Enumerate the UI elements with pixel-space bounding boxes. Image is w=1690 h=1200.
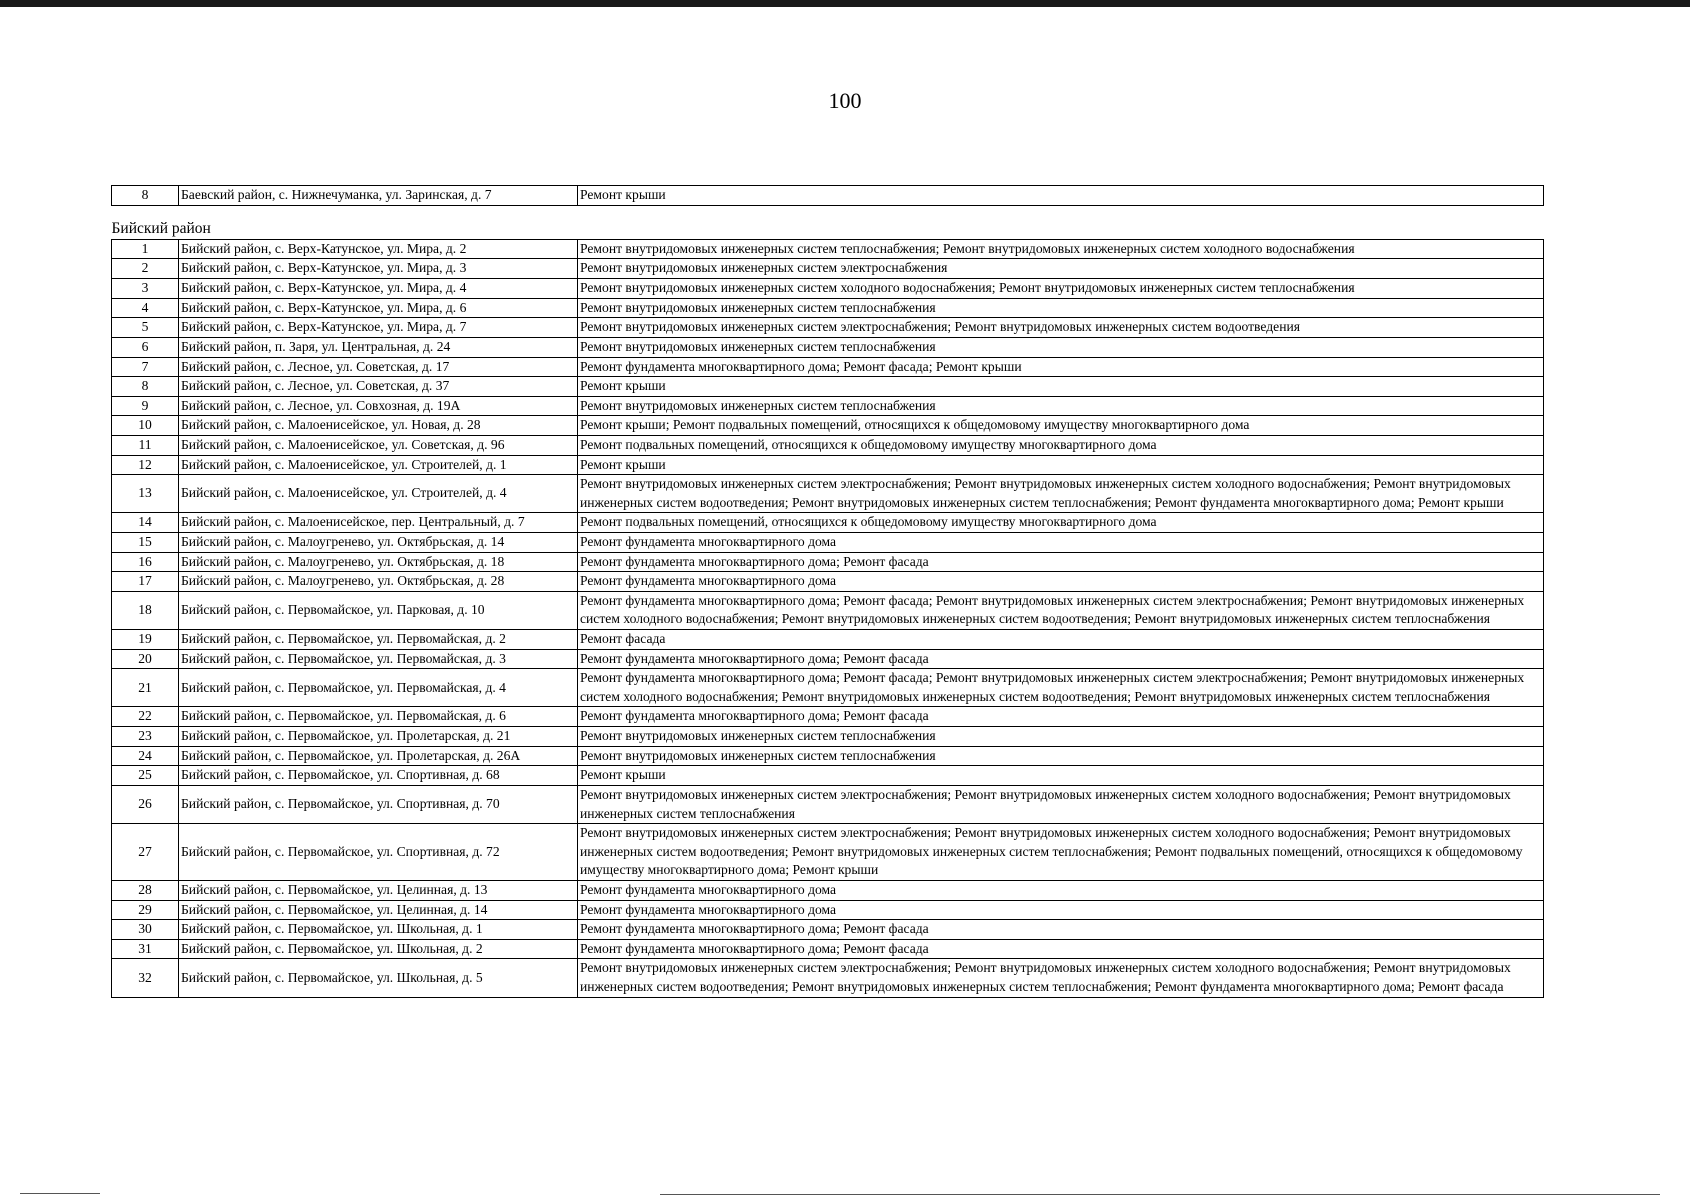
table-row: [112, 572, 1544, 592]
table-row: [112, 396, 1544, 416]
row-number: 28: [112, 880, 179, 900]
table-row: [112, 318, 1544, 338]
row-address: Бийский район, с. Верх-Катунское, ул. Мира, д. 6: [179, 298, 578, 318]
row-works: Ремонт внутридомовых инженерных систем электроснабжения; Ремонт внутридомовых инженерных систем холодного водоснабжения; Ремонт внутридомовых инженерных систем теплоснабжения: [578, 785, 1544, 823]
table-row: [112, 475, 1544, 513]
row-works: Ремонт крыши: [578, 766, 1544, 786]
row-number: 25: [112, 766, 179, 786]
row-address: Бийский район, п. Заря, ул. Центральная, д. 24: [179, 337, 578, 357]
row-works: Ремонт фундамента многоквартирного дома; Ремонт фасада; Ремонт крыши: [578, 357, 1544, 377]
row-number: 22: [112, 707, 179, 727]
table-row: [112, 920, 1544, 940]
table-row: [112, 707, 1544, 727]
row-works: Ремонт фундамента многоквартирного дома: [578, 572, 1544, 592]
row-address: Бийский район, с. Первомайское, ул. Первомайская, д. 2: [179, 630, 578, 650]
row-address: Бийский район, с. Верх-Катунское, ул. Мира, д. 7: [179, 318, 578, 338]
row-address: Бийский район, с. Малоугренево, ул. Октябрьская, д. 28: [179, 572, 578, 592]
row-works: Ремонт фундамента многоквартирного дома; Ремонт фасада; Ремонт внутридомовых инженерных систем электроснабжения; Ремонт внутридомовых инженерных систем холодного водоснабжения; Ремонт внутридомовых инженерных систем водоотведения; Ремонт внутридомовых инженерных систем теплоснабжения: [578, 591, 1544, 629]
row-works: Ремонт фундамента многоквартирного дома; Ремонт фасада: [578, 939, 1544, 959]
row-works: Ремонт подвальных помещений, относящихся к общедомовому имуществу многоквартирного дома: [578, 435, 1544, 455]
table-row: [112, 532, 1544, 552]
row-address: Бийский район, с. Первомайское, ул. Парковая, д. 10: [179, 591, 578, 629]
row-number: 5: [112, 318, 179, 338]
row-works: Ремонт фундамента многоквартирного дома: [578, 532, 1544, 552]
row-number: 2: [112, 259, 179, 279]
row-address: Бийский район, с. Малоенисейское, ул. Новая, д. 28: [179, 416, 578, 436]
section-header-row: [112, 205, 1544, 239]
row-works: Ремонт крыши: [578, 186, 1544, 206]
row-works: Ремонт фундамента многоквартирного дома: [578, 880, 1544, 900]
row-works: Ремонт внутридомовых инженерных систем электроснабжения; Ремонт внутридомовых инженерных систем холодного водоснабжения; Ремонт внутридомовых инженерных систем водоотведения; Ремонт внутридомовых инженерных систем теплоснабжения; Ремонт фундамента многоквартирного дома; Ремонт крыши: [578, 475, 1544, 513]
row-address: Бийский район, с. Малоенисейское, пер. Центральный, д. 7: [179, 513, 578, 533]
table-row: [112, 337, 1544, 357]
row-number: 11: [112, 435, 179, 455]
row-number: 32: [112, 959, 179, 997]
row-number: 26: [112, 785, 179, 823]
row-address: Бийский район, с. Малоугренево, ул. Октябрьская, д. 18: [179, 552, 578, 572]
table-row: [112, 939, 1544, 959]
table-body: [112, 186, 1544, 998]
row-works: Ремонт внутридомовых инженерных систем теплоснабжения; Ремонт внутридомовых инженерных систем холодного водоснабжения: [578, 239, 1544, 259]
row-number: 31: [112, 939, 179, 959]
row-address: Бийский район, с. Первомайское, ул. Пролетарская, д. 21: [179, 727, 578, 747]
row-number: 6: [112, 337, 179, 357]
row-address: Бийский район, с. Первомайское, ул. Спортивная, д. 70: [179, 785, 578, 823]
row-works: Ремонт внутридомовых инженерных систем электроснабжения; Ремонт внутридомовых инженерных систем водоотведения: [578, 318, 1544, 338]
row-number: 1: [112, 239, 179, 259]
row-address: Баевский район, с. Нижнечуманка, ул. Заринская, д. 7: [179, 186, 578, 206]
row-address: Бийский район, с. Лесное, ул. Советская, д. 37: [179, 377, 578, 397]
row-works: Ремонт фундамента многоквартирного дома; Ремонт фасада: [578, 920, 1544, 940]
table-row: [112, 727, 1544, 747]
table-row: [112, 591, 1544, 629]
row-number: 13: [112, 475, 179, 513]
table-row: [112, 186, 1544, 206]
row-number: 10: [112, 416, 179, 436]
row-address: Бийский район, с. Первомайское, ул. Спортивная, д. 72: [179, 824, 578, 881]
row-number: 3: [112, 279, 179, 299]
row-number: 8: [112, 186, 179, 206]
row-works: Ремонт фасада: [578, 630, 1544, 650]
row-number: 18: [112, 591, 179, 629]
table-row: [112, 649, 1544, 669]
row-works: Ремонт крыши; Ремонт подвальных помещений, относящихся к общедомовому имуществу многоквартирного дома: [578, 416, 1544, 436]
table-row: [112, 298, 1544, 318]
table-row: [112, 880, 1544, 900]
table-row: [112, 259, 1544, 279]
row-works: Ремонт подвальных помещений, относящихся к общедомовому имуществу многоквартирного дома: [578, 513, 1544, 533]
row-works: Ремонт внутридомовых инженерных систем теплоснабжения: [578, 396, 1544, 416]
row-address: Бийский район, с. Верх-Катунское, ул. Мира, д. 2: [179, 239, 578, 259]
row-number: 16: [112, 552, 179, 572]
row-number: 30: [112, 920, 179, 940]
row-works: Ремонт внутридомовых инженерных систем теплоснабжения: [578, 298, 1544, 318]
table-row: [112, 669, 1544, 707]
row-number: 8: [112, 377, 179, 397]
scan-mark-right: [660, 1194, 1660, 1195]
table-row: [112, 900, 1544, 920]
row-works: Ремонт внутридомовых инженерных систем электроснабжения: [578, 259, 1544, 279]
table-row: [112, 239, 1544, 259]
row-number: 9: [112, 396, 179, 416]
row-number: 20: [112, 649, 179, 669]
row-address: Бийский район, с. Первомайское, ул. Целинная, д. 14: [179, 900, 578, 920]
row-works: Ремонт внутридомовых инженерных систем теплоснабжения: [578, 727, 1544, 747]
scan-top-border: [0, 0, 1690, 7]
row-works: Ремонт фундамента многоквартирного дома; Ремонт фасада: [578, 552, 1544, 572]
table-row: [112, 630, 1544, 650]
table-row: [112, 746, 1544, 766]
row-number: 7: [112, 357, 179, 377]
row-works: Ремонт внутридомовых инженерных систем электроснабжения; Ремонт внутридомовых инженерных систем холодного водоснабжения; Ремонт внутридомовых инженерных систем водоотведения; Ремонт внутридомовых инженерных систем теплоснабжения; Ремонт фундамента многоквартирного дома; Ремонт фасада: [578, 959, 1544, 997]
table-row: [112, 377, 1544, 397]
row-works: Ремонт внутридомовых инженерных систем теплоснабжения: [578, 746, 1544, 766]
row-works: Ремонт фундамента многоквартирного дома; Ремонт фасада: [578, 707, 1544, 727]
row-address: Бийский район, с. Верх-Катунское, ул. Мира, д. 3: [179, 259, 578, 279]
table-row: [112, 552, 1544, 572]
row-number: 12: [112, 455, 179, 475]
row-address: Бийский район, с. Первомайское, ул. Первомайская, д. 3: [179, 649, 578, 669]
row-works: Ремонт внутридомовых инженерных систем теплоснабжения: [578, 337, 1544, 357]
row-works: Ремонт внутридомовых инженерных систем электроснабжения; Ремонт внутридомовых инженерных систем холодного водоснабжения; Ремонт внутридомовых инженерных систем водоотведения; Ремонт внутридомовых инженерных систем теплоснабжения; Ремонт подвальных помещений, относящихся к общедомовому имуществу многоквартирного дома; Ремонт крыши: [578, 824, 1544, 881]
scan-mark-left: [20, 1193, 100, 1194]
row-number: 4: [112, 298, 179, 318]
table-row: [112, 416, 1544, 436]
row-address: Бийский район, с. Малоугренево, ул. Октябрьская, д. 14: [179, 532, 578, 552]
row-works: Ремонт фундамента многоквартирного дома: [578, 900, 1544, 920]
table-row: [112, 435, 1544, 455]
table-row: [112, 455, 1544, 475]
table-row: [112, 824, 1544, 881]
row-address: Бийский район, с. Первомайское, ул. Школьная, д. 2: [179, 939, 578, 959]
row-number: 15: [112, 532, 179, 552]
row-number: 23: [112, 727, 179, 747]
page-number: 100: [828, 88, 862, 113]
row-works: Ремонт крыши: [578, 377, 1544, 397]
row-address: Бийский район, с. Лесное, ул. Советская, д. 17: [179, 357, 578, 377]
row-address: Бийский район, с. Первомайское, ул. Пролетарская, д. 26А: [179, 746, 578, 766]
row-address: Бийский район, с. Первомайское, ул. Первомайская, д. 6: [179, 707, 578, 727]
row-works: Ремонт фундамента многоквартирного дома; Ремонт фасада: [578, 649, 1544, 669]
row-address: Бийский район, с. Первомайское, ул. Школьная, д. 1: [179, 920, 578, 940]
table-row: [112, 513, 1544, 533]
row-number: 27: [112, 824, 179, 881]
table-row: [112, 357, 1544, 377]
repair-works-table: [111, 185, 1544, 998]
row-address: Бийский район, с. Верх-Катунское, ул. Мира, д. 4: [179, 279, 578, 299]
section-title: Бийский район: [112, 205, 1544, 239]
row-number: 19: [112, 630, 179, 650]
row-address: Бийский район, с. Первомайское, ул. Первомайская, д. 4: [179, 669, 578, 707]
row-address: Бийский район, с. Первомайское, ул. Спортивная, д. 68: [179, 766, 578, 786]
row-address: Бийский район, с. Первомайское, ул. Школьная, д. 5: [179, 959, 578, 997]
table-row: [112, 766, 1544, 786]
row-address: Бийский район, с. Малоенисейское, ул. Строителей, д. 4: [179, 475, 578, 513]
row-number: 29: [112, 900, 179, 920]
row-address: Бийский район, с. Малоенисейское, ул. Строителей, д. 1: [179, 455, 578, 475]
row-works: Ремонт крыши: [578, 455, 1544, 475]
row-number: 14: [112, 513, 179, 533]
row-address: Бийский район, с. Лесное, ул. Совхозная, д. 19А: [179, 396, 578, 416]
row-works: Ремонт внутридомовых инженерных систем холодного водоснабжения; Ремонт внутридомовых инженерных систем теплоснабжения: [578, 279, 1544, 299]
table-row: [112, 959, 1544, 997]
row-address: Бийский район, с. Малоенисейское, ул. Советская, д. 96: [179, 435, 578, 455]
row-number: 17: [112, 572, 179, 592]
row-number: 21: [112, 669, 179, 707]
table-row: [112, 279, 1544, 299]
row-address: Бийский район, с. Первомайское, ул. Целинная, д. 13: [179, 880, 578, 900]
table-row: [112, 785, 1544, 823]
row-number: 24: [112, 746, 179, 766]
row-works: Ремонт фундамента многоквартирного дома; Ремонт фасада; Ремонт внутридомовых инженерных систем электроснабжения; Ремонт внутридомовых инженерных систем холодного водоснабжения; Ремонт внутридомовых инженерных систем водоотведения; Ремонт внутридомовых инженерных систем теплоснабжения: [578, 669, 1544, 707]
